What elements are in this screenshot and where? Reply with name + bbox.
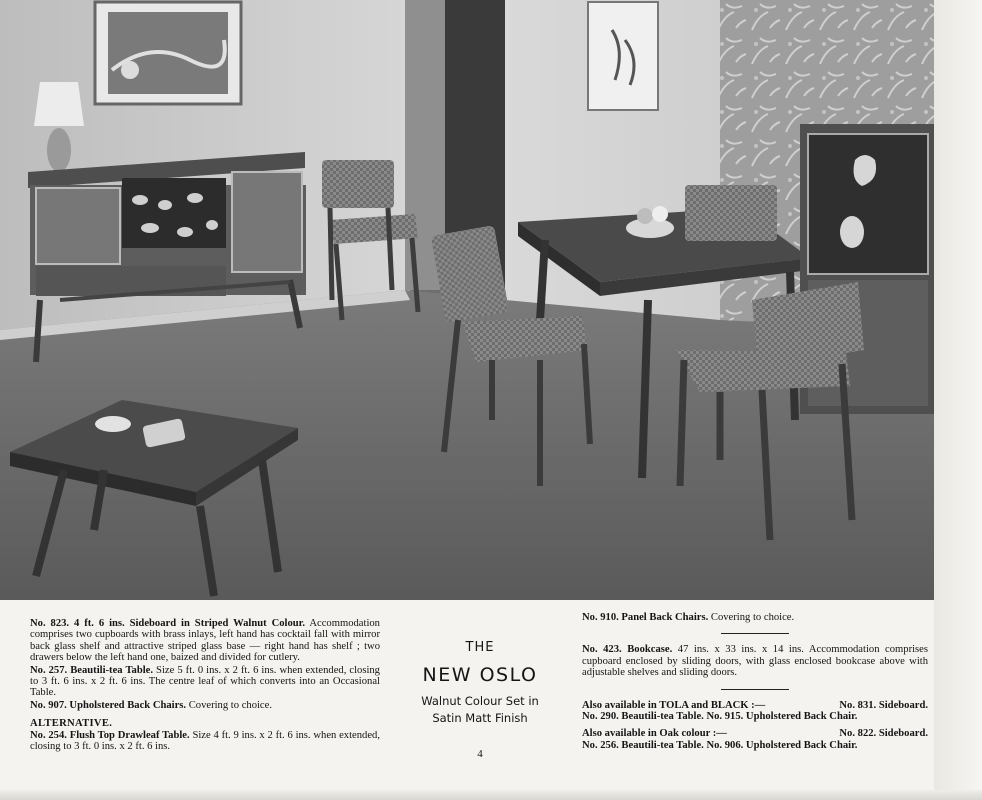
bookcase-description: 47 ins. x 33 ins. x 14 ins. Accommodation comprises cupboard enclosed by sliding doors, with glass enclosed bookcase above with adjustable shelves and sliding doors. [582, 644, 928, 679]
bookcase-entry [582, 644, 928, 678]
tola-availability-line-2: No. 290. Beautili-tea Table. No. 915. Upholstered Back Chair. [582, 711, 858, 723]
tola-availability-label: Also available in TOLA and BLACK :— [582, 699, 766, 711]
tola-availability-line-1 [582, 700, 928, 711]
divider-rule [721, 689, 789, 690]
page-number: 4 [477, 748, 483, 760]
bookcase-heading: No. 423. Bookcase. [582, 644, 673, 656]
left-description-column [30, 618, 380, 753]
right-description-column [582, 612, 928, 752]
sideboard-heading: No. 823. 4 ft. 6 ins. Sideboard in Striped Walnut Colour. [30, 618, 306, 629]
upholstered-chairs-description: Covering to choice. [186, 699, 272, 711]
title-block [400, 640, 560, 727]
tea-table-heading: No. 257. Beautili-tea Table. [30, 664, 154, 676]
tola-sideboard: No. 831. Sideboard. [839, 699, 928, 711]
drawleaf-table-heading: No. 254. Flush Top Drawleaf Table. [30, 729, 190, 741]
oak-availability-label: Also available in Oak colour :— [582, 728, 727, 740]
divider-rule [721, 633, 789, 634]
oak-availability-line-1 [582, 728, 928, 739]
panel-chairs-description: Covering to choice. [708, 612, 795, 623]
tea-table-description: Size 5 ft. 0 ins. x 2 ft. 6 ins. when extended, closing to 3 ft. 6 ins. x 2 ft. 6 ins. The centre leaf of which converts into an Occasional Table. [30, 664, 380, 699]
alternative-label: ALTERNATIVE. [30, 718, 113, 730]
oak-sideboard: No. 822. Sideboard. [839, 728, 928, 740]
sideboard-entry [30, 618, 380, 664]
finish-line-2: Satin Matt Finish [432, 711, 528, 725]
page-bottom-edge [0, 790, 982, 800]
finish-line-1: Walnut Colour Set in [421, 694, 539, 708]
drawleaf-table-entry [30, 730, 380, 753]
upholstered-chairs-heading: No. 907. Upholstered Back Chairs. [30, 699, 187, 711]
title-the: THE [465, 640, 495, 655]
collection-title: NEW OSLO [422, 664, 538, 686]
tea-table-entry [30, 665, 380, 699]
upholstered-chairs-entry [30, 700, 380, 711]
page-margin-right [934, 0, 982, 800]
panel-chairs-heading: No. 910. Panel Back Chairs. [582, 612, 709, 623]
panel-chairs-entry [582, 612, 928, 623]
drawleaf-table-description: Size 4 ft. 9 ins. x 2 ft. 6 ins. when extended, closing to 3 ft. 0 ins. x 2 ft. 6 ins. [30, 729, 380, 753]
oak-availability-line-2: No. 256. Beautili-tea Table. No. 906. Upholstered Back Chair. [582, 739, 858, 751]
sideboard-description: Accommodation comprises two cupboards with brass inlays, left hand has cocktail fall with mirror back glass shelf and attractive striped glass base — right hand has shelf ; two drawers below the left hand one, baized and divided for cutlery. [30, 618, 380, 664]
